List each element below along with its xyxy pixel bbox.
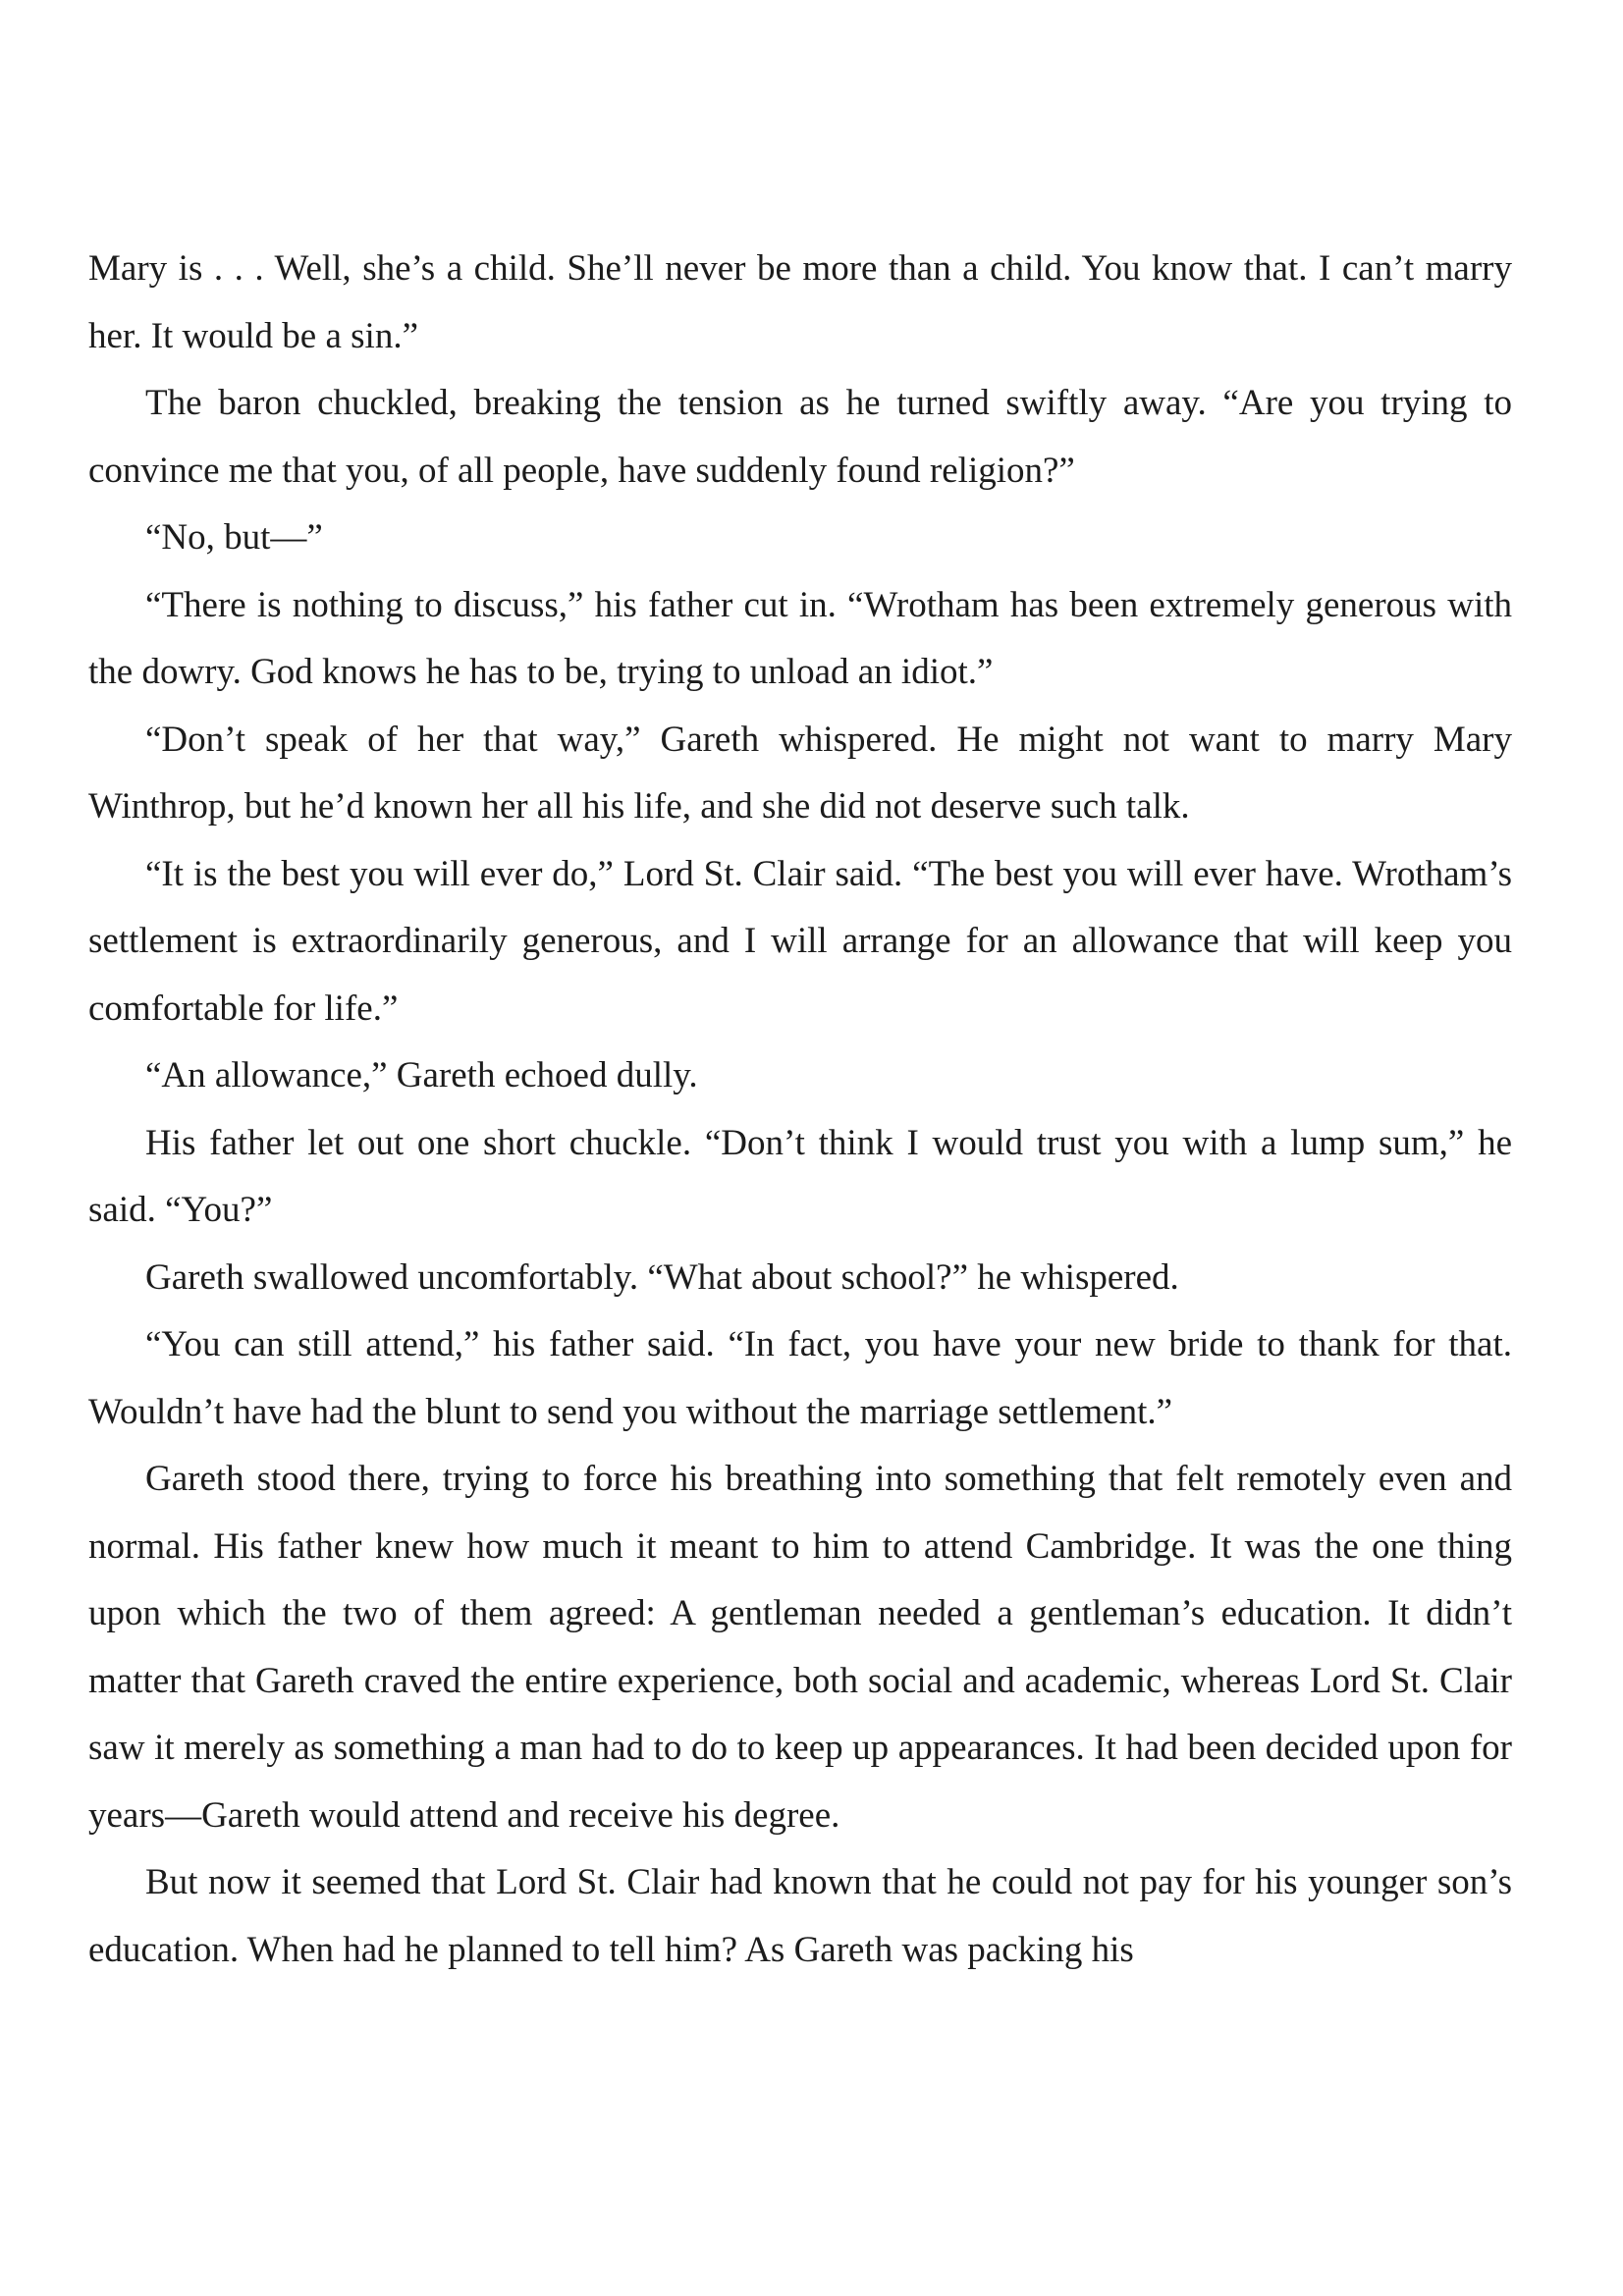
paragraph: Gareth swallowed uncomfortably. “What about school?” he whispered.	[145, 1256, 1179, 1298]
paragraph: “It is the best you will ever do,” Lord St. Clair said. “The best you will ever have. Wrotham’s settlement is extraordinarily generous, and I will arrange for an allowance that will keep you comfortable for life.”	[88, 853, 1512, 1029]
paragraph: But now it seemed that Lord St. Clair had known that he could not pay for his younger son’s education. When had he planned to tell him? As Gareth was packing his	[88, 1862, 1512, 1970]
paragraph: “There is nothing to discuss,” his father cut in. “Wrotham has been extremely generous with the dowry. God knows he has to be, trying to unload an idiot.”	[88, 584, 1512, 692]
paragraph: “Don’t speak of her that way,” Gareth whispered. He might not want to marry Mary Winthrop, but he’d known her all his life, and she did not deserve such talk.	[88, 719, 1512, 827]
paragraph: “You can still attend,” his father said. “In fact, you have your new bride to thank for that. Wouldn’t have had the blunt to send you without the marriage settlement.”	[88, 1324, 1512, 1432]
paragraph: “No, but—”	[145, 517, 323, 558]
paragraph: “An allowance,” Gareth echoed dully.	[145, 1055, 698, 1095]
paragraph: His father let out one short chuckle. “Don’t think I would trust you with a lump sum,” he said. “You?”	[88, 1122, 1512, 1230]
page-body-text	[88, 236, 1512, 1984]
paragraph: Mary is . . . Well, she’s a child. She’ll never be more than a child. You know that. I can’t marry her. It would be a sin.”	[88, 248, 1512, 356]
paragraph: The baron chuckled, breaking the tension as he turned swiftly away. “Are you trying to convince me that you, of all people, have suddenly found religion?”	[88, 383, 1512, 491]
paragraph: Gareth stood there, trying to force his breathing into something that felt remotely even and normal. His father knew how much it meant to him to attend Cambridge. It was the one thing upon which the two of them agreed: A gentleman needed a gentleman’s education. It didn’t matter that Gareth craved the entire experience, both social and academic, whereas Lord St. Clair saw it merely as something a man had to do to keep up appearances. It had been decided upon for years—Gareth would attend and receive his degree.	[88, 1459, 1512, 1836]
